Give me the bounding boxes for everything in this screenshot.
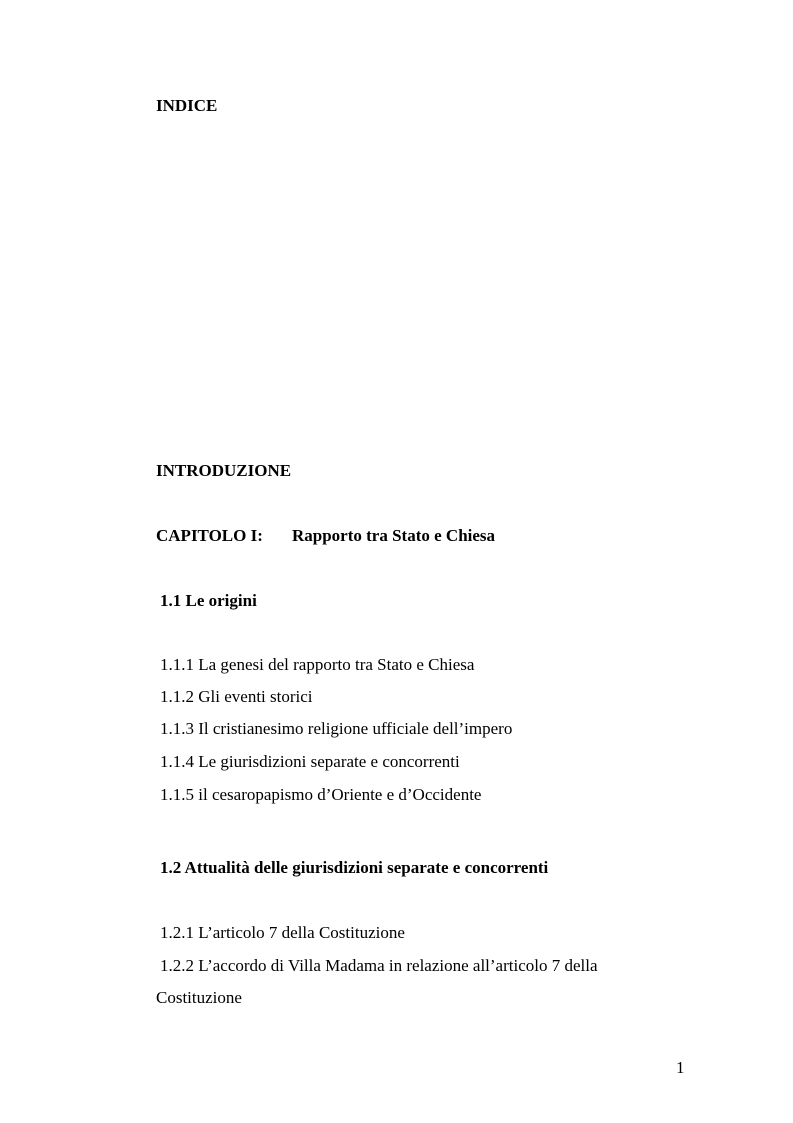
toc-item: 1.1.1 La genesi del rapporto tra Stato e Chiesa bbox=[160, 655, 475, 674]
page-number: 1 bbox=[676, 1058, 685, 1077]
section-heading: 1.2 Attualità delle giurisdizioni separate e concorrenti bbox=[160, 858, 549, 877]
toc-item: 1.2.1 L’articolo 7 della Costituzione bbox=[160, 923, 405, 942]
toc-item: 1.1.3 Il cristianesimo religione ufficiale dell’impero bbox=[160, 719, 513, 738]
chapter-title: Rapporto tra Stato e Chiesa bbox=[292, 526, 496, 545]
toc-item: 1.1.2 Gli eventi storici bbox=[160, 687, 313, 706]
section-heading: 1.1 Le origini bbox=[160, 591, 257, 610]
index-heading: INDICE bbox=[156, 96, 218, 115]
toc-item: 1.1.4 Le giurisdizioni separate e concorrenti bbox=[160, 752, 460, 771]
toc-item: 1.2.2 L’accordo di Villa Madama in relazione all’articolo 7 della bbox=[160, 956, 598, 975]
chapter-label: CAPITOLO I: bbox=[156, 526, 263, 545]
introduction-entry: INTRODUZIONE bbox=[156, 461, 292, 480]
toc-item: 1.1.5 il cesaropapismo d’Oriente e d’Occidente bbox=[160, 785, 482, 804]
toc-item-continuation: Costituzione bbox=[156, 988, 242, 1007]
